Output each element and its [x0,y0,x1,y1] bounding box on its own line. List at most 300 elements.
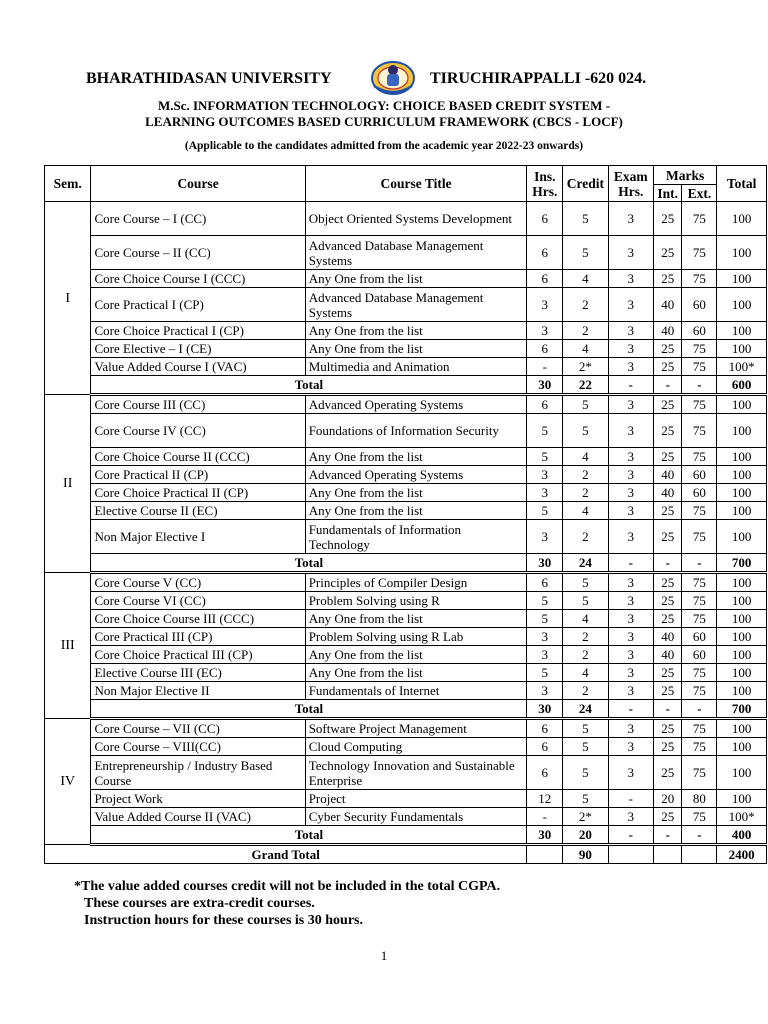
ext-marks-cell: 75 [682,414,717,448]
ext-marks-cell: 60 [682,484,717,502]
course-cell: Project Work [91,790,305,808]
course-cell: Core Practical I (CP) [91,288,305,322]
course-cell: Non Major Elective I [91,520,305,554]
credit-cell: 5 [563,592,608,610]
exam-hrs-cell: 3 [608,646,653,664]
int-marks-cell: 25 [653,592,682,610]
semester-cell: IV [45,719,91,845]
exam-hrs-cell: 3 [608,664,653,682]
credit-cell: 2 [563,322,608,340]
credit-cell: 90 [563,845,608,864]
course-title-cell: Any One from the list [305,340,527,358]
col-credit: Credit [563,166,608,202]
col-marks: Marks [653,166,716,185]
semester-cell: I [45,202,91,395]
ext-marks-cell: 75 [682,502,717,520]
int-marks-cell: 25 [653,573,682,592]
course-title-cell: Any One from the list [305,322,527,340]
ext-marks-cell: 75 [682,719,717,738]
footnote: Instruction hours for these courses is 30 hours. [84,913,363,928]
ins-hrs-cell: 30 [527,826,563,845]
total-cell: 100 [717,414,767,448]
credit-cell: 2 [563,520,608,554]
table-row [45,236,767,270]
int-marks-cell: 25 [653,358,682,376]
ext-marks-cell: 75 [682,236,717,270]
course-cell: Core Choice Practical I (CP) [91,322,305,340]
course-title-cell: Project [305,790,527,808]
total-cell: 100 [717,610,767,628]
ins-hrs-cell: 6 [527,756,563,790]
int-marks-cell: 25 [653,270,682,288]
ext-marks-cell: 75 [682,395,717,414]
credit-cell: 5 [563,719,608,738]
ins-hrs-cell: 3 [527,520,563,554]
exam-hrs-cell: 3 [608,414,653,448]
ins-hrs-cell: 3 [527,322,563,340]
ins-hrs-cell: 6 [527,202,563,236]
credit-cell: 5 [563,395,608,414]
course-title-cell: Problem Solving using R Lab [305,628,527,646]
ins-hrs-cell: 12 [527,790,563,808]
ext-marks-cell: 75 [682,610,717,628]
int-marks-cell: 25 [653,520,682,554]
ext-marks-cell: 60 [682,466,717,484]
table-row [45,682,767,700]
int-marks-cell: - [653,554,682,573]
ins-hrs-cell: 6 [527,573,563,592]
total-cell: 100 [717,202,767,236]
credit-cell: 20 [563,826,608,845]
total-cell: 100* [717,358,767,376]
exam-hrs-cell: 3 [608,738,653,756]
ext-marks-cell: - [682,554,717,573]
exam-hrs-cell: 3 [608,520,653,554]
ext-marks-cell: 75 [682,448,717,466]
exam-hrs-cell: 3 [608,358,653,376]
total-cell: 100* [717,808,767,826]
table-row [45,270,767,288]
total-cell: 100 [717,340,767,358]
col-ext: Ext. [682,185,717,202]
course-cell: Core Choice Practical II (CP) [91,484,305,502]
int-marks-cell: 25 [653,756,682,790]
ins-hrs-cell: 5 [527,664,563,682]
course-title-cell: Software Project Management [305,719,527,738]
semester-total-row [45,700,767,719]
int-marks-cell: 25 [653,414,682,448]
total-cell: 100 [717,288,767,322]
table-row [45,414,767,448]
exam-hrs-cell: - [608,554,653,573]
university-city: TIRUCHIRAPPALLI -620 024. [430,70,647,87]
course-title-cell: Any One from the list [305,646,527,664]
ext-marks-cell: 60 [682,322,717,340]
ext-marks-cell: 75 [682,520,717,554]
ext-marks-cell: 75 [682,573,717,592]
exam-hrs-cell: 3 [608,202,653,236]
table-row [45,288,767,322]
ext-marks-cell: 75 [682,592,717,610]
applicable-note: (Applicable to the candidates admitted from the academic year 2022-23 onwards) [184,140,584,152]
course-cell: Core Choice Course II (CCC) [91,448,305,466]
ext-marks-cell: 75 [682,808,717,826]
ins-hrs-cell: 3 [527,682,563,700]
table-row [45,448,767,466]
total-cell: 100 [717,270,767,288]
semester-total-row [45,376,767,395]
course-title-cell: Cyber Security Fundamentals [305,808,527,826]
exam-hrs-cell: 3 [608,719,653,738]
table-row [45,322,767,340]
total-label: Total [91,376,527,395]
ins-hrs-cell: 6 [527,719,563,738]
total-cell: 100 [717,502,767,520]
course-cell: Entrepreneurship / Industry Based Course [91,756,305,790]
int-marks-cell: 20 [653,790,682,808]
ins-hrs-cell: - [527,358,563,376]
course-cell: Core Course – VII (CC) [91,719,305,738]
ext-marks-cell [682,845,717,864]
table-row [45,719,767,738]
ext-marks-cell: 60 [682,628,717,646]
exam-hrs-cell: 3 [608,573,653,592]
credit-cell: 22 [563,376,608,395]
ins-hrs-cell: 6 [527,395,563,414]
credit-cell: 2 [563,484,608,502]
exam-hrs-cell: - [608,790,653,808]
exam-hrs-cell: 3 [608,322,653,340]
grand-total-label: Grand Total [45,845,527,864]
course-cell: Value Added Course II (VAC) [91,808,305,826]
exam-hrs-cell: 3 [608,236,653,270]
table-row [45,738,767,756]
ins-hrs-cell: 30 [527,700,563,719]
course-title-cell: Object Oriented Systems Development [305,202,527,236]
ext-marks-cell: 75 [682,682,717,700]
exam-hrs-cell: 3 [608,808,653,826]
course-cell: Core Practical III (CP) [91,628,305,646]
course-title-cell: Advanced Database Management Systems [305,236,527,270]
total-cell: 100 [717,573,767,592]
course-cell: Core Course IV (CC) [91,414,305,448]
course-cell: Core Elective – I (CE) [91,340,305,358]
int-marks-cell: 25 [653,738,682,756]
col-course-title: Course Title [305,166,527,202]
table-row [45,395,767,414]
total-cell: 100 [717,448,767,466]
table-row [45,592,767,610]
course-cell: Value Added Course I (VAC) [91,358,305,376]
credit-cell: 24 [563,554,608,573]
ins-hrs-cell: 6 [527,270,563,288]
table-row [45,520,767,554]
ins-hrs-cell: 30 [527,376,563,395]
total-cell: 2400 [717,845,767,864]
credit-cell: 4 [563,502,608,520]
course-title-cell: Fundamentals of Information Technology [305,520,527,554]
ins-hrs-cell: 5 [527,448,563,466]
course-cell: Core Course – I (CC) [91,202,305,236]
int-marks-cell: 25 [653,395,682,414]
page-header [0,66,768,96]
exam-hrs-cell: 3 [608,270,653,288]
course-title-cell: Any One from the list [305,664,527,682]
int-marks-cell: 40 [653,466,682,484]
int-marks-cell [653,845,682,864]
semester-total-row [45,826,767,845]
ext-marks-cell: - [682,376,717,395]
table-row [45,628,767,646]
exam-hrs-cell: 3 [608,610,653,628]
credit-cell: 5 [563,738,608,756]
total-cell: 100 [717,664,767,682]
university-emblem-icon [370,56,416,96]
exam-hrs-cell: - [608,376,653,395]
course-cell: Core Course V (CC) [91,573,305,592]
ins-hrs-cell: 5 [527,502,563,520]
exam-hrs-cell [608,845,653,864]
ext-marks-cell: 75 [682,738,717,756]
ins-hrs-cell: 3 [527,484,563,502]
col-int: Int. [653,185,682,202]
int-marks-cell: 25 [653,202,682,236]
exam-hrs-cell: 3 [608,466,653,484]
ins-hrs-cell: 5 [527,610,563,628]
total-cell: 100 [717,682,767,700]
total-cell: 100 [717,236,767,270]
table-row [45,646,767,664]
course-cell: Core Practical II (CP) [91,466,305,484]
table-row [45,808,767,826]
course-title-cell: Advanced Database Management Systems [305,288,527,322]
course-cell: Core Choice Course I (CCC) [91,270,305,288]
int-marks-cell: 25 [653,808,682,826]
ext-marks-cell: - [682,826,717,845]
credit-cell: 4 [563,340,608,358]
ins-hrs-cell: 3 [527,288,563,322]
credit-cell: 4 [563,610,608,628]
table-row [45,340,767,358]
ext-marks-cell: 80 [682,790,717,808]
exam-hrs-cell: 3 [608,395,653,414]
table-row [45,484,767,502]
ext-marks-cell: 75 [682,270,717,288]
table-row [45,664,767,682]
ins-hrs-cell: 3 [527,466,563,484]
col-exam-hrs: Exam Hrs. [608,166,653,202]
semester-cell: III [45,573,91,719]
course-cell: Core Choice Course III (CCC) [91,610,305,628]
int-marks-cell: 25 [653,610,682,628]
ext-marks-cell: - [682,700,717,719]
table-row [45,502,767,520]
total-cell: 100 [717,646,767,664]
course-cell: Core Choice Practical III (CP) [91,646,305,664]
credit-cell: 2* [563,358,608,376]
ext-marks-cell: 75 [682,664,717,682]
footnotes [74,878,500,929]
col-total: Total [717,166,767,202]
total-cell: 400 [717,826,767,845]
total-cell: 100 [717,322,767,340]
curriculum-table [44,165,767,864]
table-row [45,358,767,376]
credit-cell: 2 [563,288,608,322]
course-cell: Elective Course II (EC) [91,502,305,520]
int-marks-cell: 40 [653,288,682,322]
int-marks-cell: - [653,376,682,395]
table-row [45,466,767,484]
total-cell: 100 [717,466,767,484]
int-marks-cell: 40 [653,322,682,340]
credit-cell: 24 [563,700,608,719]
grand-total-row [45,845,767,864]
exam-hrs-cell: 3 [608,502,653,520]
ext-marks-cell: 75 [682,756,717,790]
ext-marks-cell: 60 [682,288,717,322]
table-row [45,790,767,808]
table-row [45,202,767,236]
course-cell: Core Course VI (CC) [91,592,305,610]
total-label: Total [91,826,527,845]
semester-total-row [45,554,767,573]
exam-hrs-cell: - [608,700,653,719]
ins-hrs-cell [527,845,563,864]
total-label: Total [91,700,527,719]
total-cell: 100 [717,628,767,646]
curriculum-body [45,202,767,864]
col-course: Course [91,166,305,202]
int-marks-cell: 40 [653,646,682,664]
course-title-cell: Any One from the list [305,270,527,288]
program-title-line1: M.Sc. INFORMATION TECHNOLOGY: CHOICE BASED CREDIT SYSTEM - [157,98,611,113]
ins-hrs-cell: 3 [527,646,563,664]
total-cell: 100 [717,790,767,808]
int-marks-cell: 25 [653,340,682,358]
table-row [45,610,767,628]
total-cell: 700 [717,700,767,719]
total-cell: 100 [717,738,767,756]
total-cell: 600 [717,376,767,395]
course-title-cell: Any One from the list [305,502,527,520]
exam-hrs-cell: - [608,826,653,845]
total-cell: 100 [717,719,767,738]
ins-hrs-cell: 6 [527,236,563,270]
int-marks-cell: 40 [653,484,682,502]
int-marks-cell: 25 [653,448,682,466]
course-title-cell: Fundamentals of Internet [305,682,527,700]
exam-hrs-cell: 3 [608,592,653,610]
course-title-cell: Any One from the list [305,448,527,466]
program-title-line2: LEARNING OUTCOMES BASED CURRICULUM FRAMEWORK (CBCS - LOCF) [145,114,623,129]
credit-cell: 5 [563,414,608,448]
exam-hrs-cell: 3 [608,448,653,466]
course-title-cell: Any One from the list [305,610,527,628]
credit-cell: 2* [563,808,608,826]
ins-hrs-cell: 6 [527,340,563,358]
course-title-cell: Principles of Compiler Design [305,573,527,592]
table-row [45,573,767,592]
university-name: BHARATHIDASAN UNIVERSITY [86,70,332,87]
exam-hrs-cell: 3 [608,756,653,790]
footnote: These courses are extra-credit courses. [84,896,315,911]
course-title-cell: Any One from the list [305,484,527,502]
course-cell: Core Course – VIII(CC) [91,738,305,756]
int-marks-cell: 25 [653,502,682,520]
int-marks-cell: - [653,700,682,719]
credit-cell: 2 [563,682,608,700]
credit-cell: 2 [563,466,608,484]
exam-hrs-cell: 3 [608,340,653,358]
total-cell: 100 [717,520,767,554]
credit-cell: 2 [563,628,608,646]
int-marks-cell: 25 [653,664,682,682]
course-title-cell: Technology Innovation and Sustainable Enterprise [305,756,527,790]
ext-marks-cell: 75 [682,202,717,236]
ins-hrs-cell: 5 [527,592,563,610]
exam-hrs-cell: 3 [608,628,653,646]
credit-cell: 5 [563,573,608,592]
course-title-cell: Multimedia and Animation [305,358,527,376]
exam-hrs-cell: 3 [608,682,653,700]
int-marks-cell: 25 [653,682,682,700]
ins-hrs-cell: 3 [527,628,563,646]
total-cell: 100 [717,592,767,610]
course-cell: Non Major Elective II [91,682,305,700]
course-title-cell: Foundations of Information Security [305,414,527,448]
ext-marks-cell: 75 [682,340,717,358]
int-marks-cell: - [653,826,682,845]
total-cell: 100 [717,395,767,414]
credit-cell: 4 [563,448,608,466]
ins-hrs-cell: 5 [527,414,563,448]
credit-cell: 5 [563,236,608,270]
table-row [45,756,767,790]
exam-hrs-cell: 3 [608,484,653,502]
int-marks-cell: 40 [653,628,682,646]
ext-marks-cell: 75 [682,358,717,376]
credit-cell: 2 [563,646,608,664]
total-label: Total [91,554,527,573]
exam-hrs-cell: 3 [608,288,653,322]
course-title-cell: Advanced Operating Systems [305,466,527,484]
col-ins-hrs: Ins. Hrs. [527,166,563,202]
credit-cell: 4 [563,270,608,288]
credit-cell: 5 [563,790,608,808]
course-title-cell: Advanced Operating Systems [305,395,527,414]
int-marks-cell: 25 [653,236,682,270]
footnote: *The value added courses credit will not be included in the total CGPA. [74,879,501,894]
total-cell: 700 [717,554,767,573]
credit-cell: 5 [563,202,608,236]
total-cell: 100 [717,756,767,790]
credit-cell: 4 [563,664,608,682]
ins-hrs-cell: 30 [527,554,563,573]
course-cell: Core Course III (CC) [91,395,305,414]
ins-hrs-cell: 6 [527,738,563,756]
ext-marks-cell: 60 [682,646,717,664]
course-cell: Elective Course III (EC) [91,664,305,682]
credit-cell: 5 [563,756,608,790]
ins-hrs-cell: - [527,808,563,826]
int-marks-cell: 25 [653,719,682,738]
course-title-cell: Problem Solving using R [305,592,527,610]
col-sem: Sem. [45,166,91,202]
course-cell: Core Course – II (CC) [91,236,305,270]
semester-cell: II [45,395,91,573]
total-cell: 100 [717,484,767,502]
